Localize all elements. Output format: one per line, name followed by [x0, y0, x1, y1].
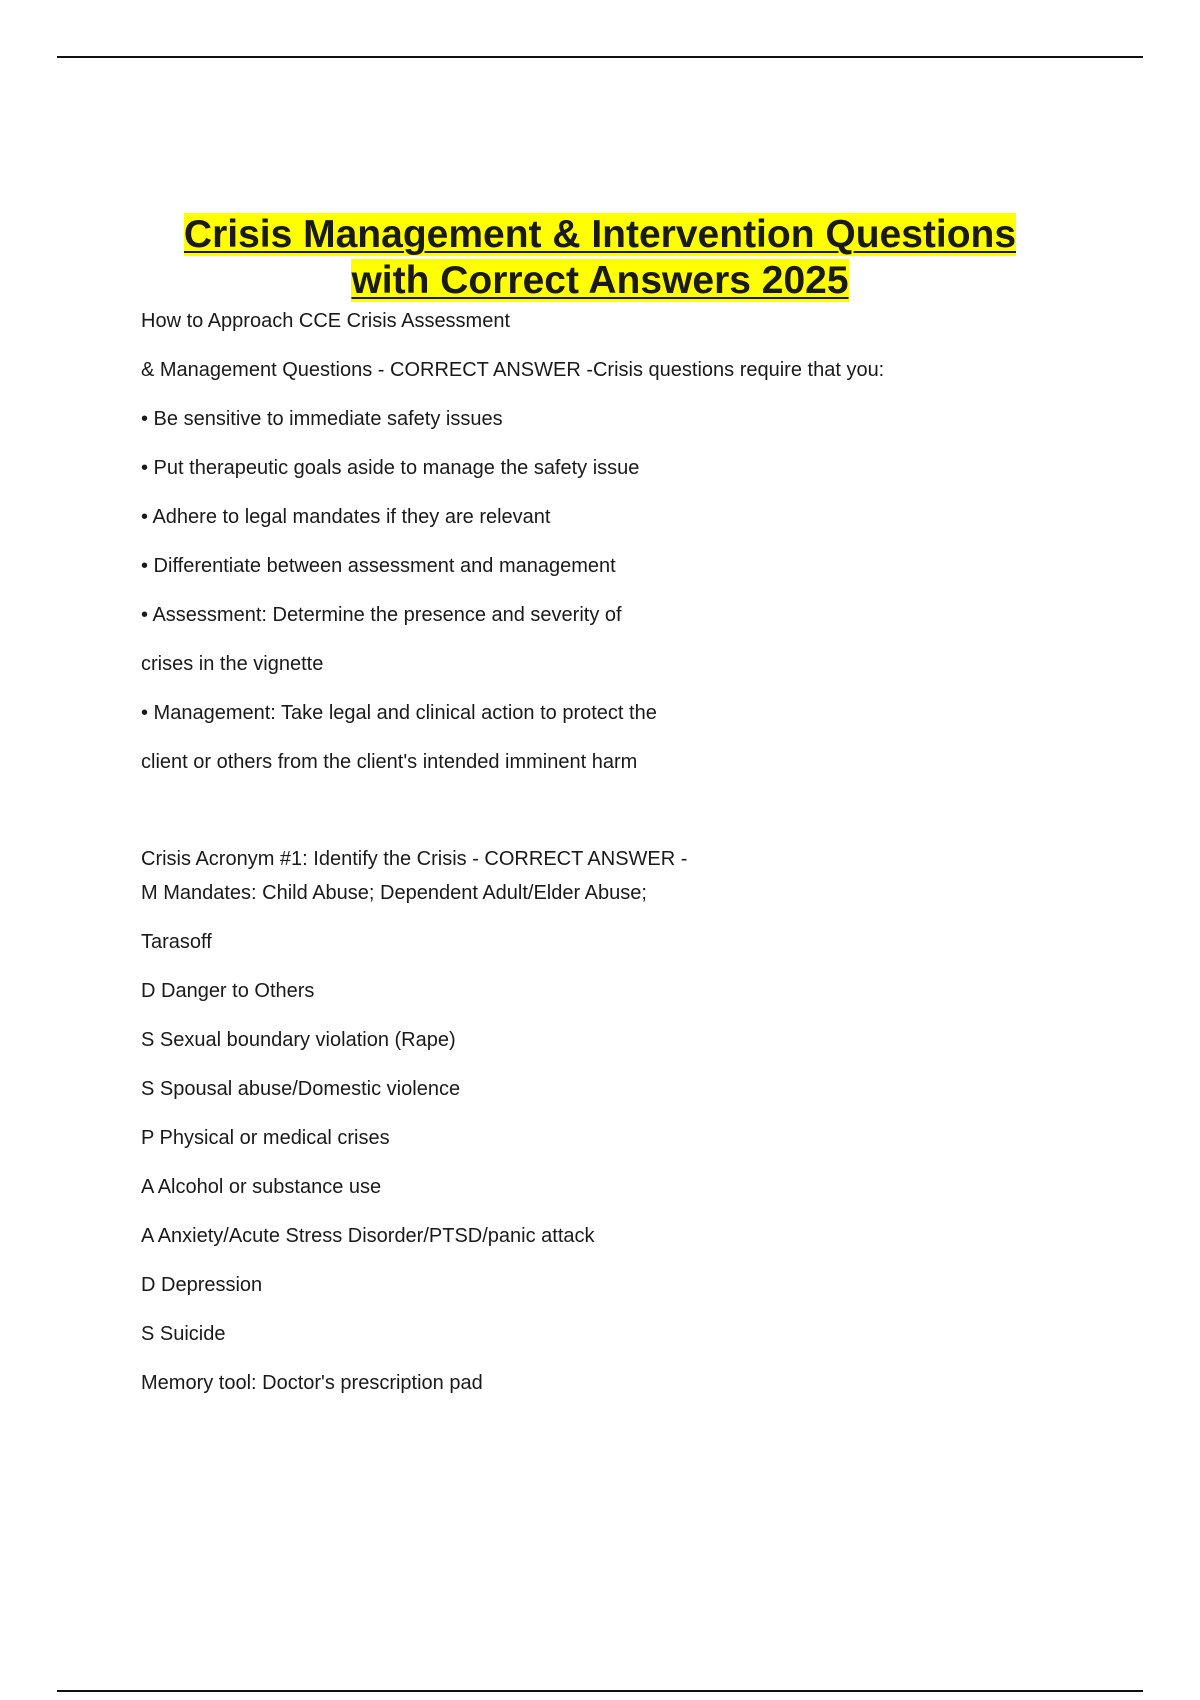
- acronym-suicide: S Suicide: [141, 1323, 226, 1345]
- title-line-1: Crisis Management & Intervention Questions: [183, 213, 1017, 256]
- bullet-management-line-1: • Management: Take legal and clinical action to protect the: [141, 702, 657, 724]
- question-2-line-1: Crisis Acronym #1: Identify the Crisis - CORRECT ANSWER -: [141, 848, 688, 870]
- acronym-spousal-abuse: S Spousal abuse/Domestic violence: [141, 1078, 461, 1100]
- acronym-depression: D Depression: [141, 1274, 263, 1296]
- bullet-assessment-line-2: crises in the vignette: [141, 653, 324, 675]
- bullet-legal-mandates: • Adhere to legal mandates if they are relevant: [141, 506, 551, 528]
- acronym-physical-medical: P Physical or medical crises: [141, 1127, 390, 1149]
- acronym-sexual-boundary: S Sexual boundary violation (Rape): [141, 1029, 456, 1051]
- bullet-safety: • Be sensitive to immediate safety issues: [141, 408, 503, 430]
- bullet-differentiate: • Differentiate between assessment and management: [141, 555, 616, 577]
- bottom-rule: [57, 1690, 1143, 1692]
- bullet-therapeutic-goals: • Put therapeutic goals aside to manage the safety issue: [141, 457, 640, 479]
- question-1-line-1: How to Approach CCE Crisis Assessment: [141, 310, 511, 332]
- title-line-2: with Correct Answers 2025: [351, 259, 849, 302]
- memory-tool: Memory tool: Doctor's prescription pad: [141, 1372, 483, 1394]
- top-rule: [57, 56, 1143, 58]
- bullet-management-line-2: client or others from the client's intended imminent harm: [141, 751, 638, 773]
- question-1-line-2: & Management Questions - CORRECT ANSWER -Crisis questions require that you:: [141, 359, 885, 381]
- question-2-line-2: M Mandates: Child Abuse; Dependent Adult/Elder Abuse;: [141, 882, 647, 904]
- acronym-danger-to-others: D Danger to Others: [141, 980, 315, 1002]
- acronym-anxiety: A Anxiety/Acute Stress Disorder/PTSD/panic attack: [141, 1225, 595, 1247]
- document-title: [0, 212, 1200, 304]
- bullet-assessment-line-1: • Assessment: Determine the presence and severity of: [141, 604, 622, 626]
- question-2-line-3: Tarasoff: [141, 931, 212, 953]
- acronym-alcohol-substance: A Alcohol or substance use: [141, 1176, 382, 1198]
